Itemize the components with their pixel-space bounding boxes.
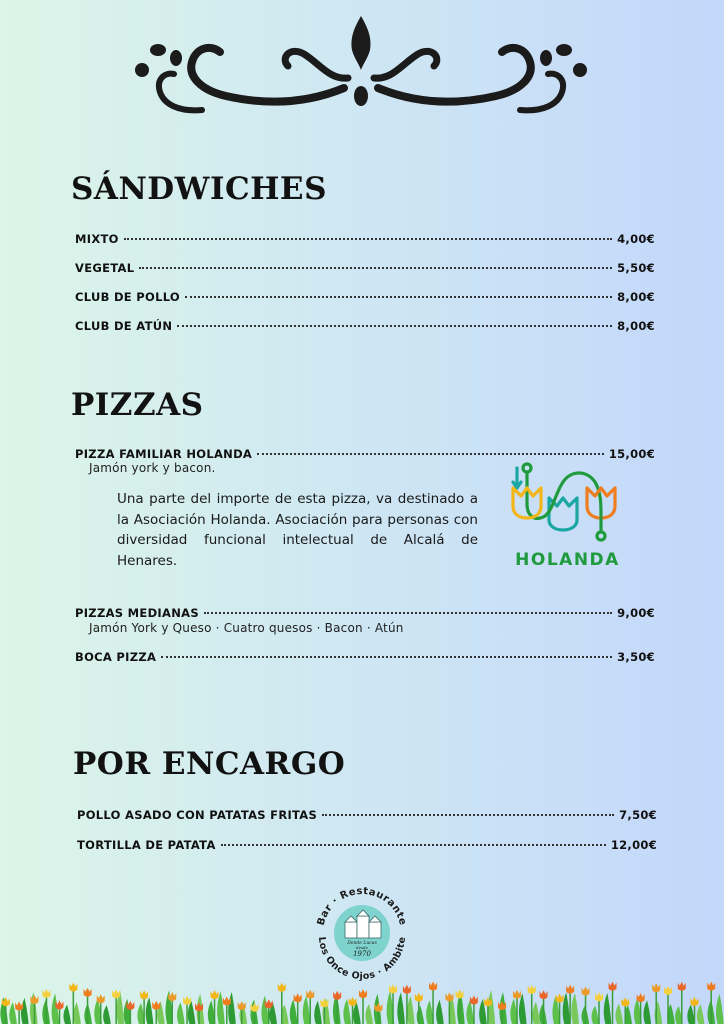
leaf-shape [228, 992, 236, 1024]
tulip-icon [294, 993, 302, 1002]
menu-item-vegetal [75, 261, 655, 275]
item-name: VEGETAL [75, 261, 135, 275]
tulip-icon [223, 996, 231, 1005]
item-price: 15,00€ [608, 447, 655, 461]
tulip-icon [30, 995, 38, 1004]
item-varieties: Jamón York y Queso · Cuatro quesos · Bacon · Atún [89, 621, 404, 635]
leaf-shape [615, 1004, 623, 1024]
leaf-shape [436, 1000, 444, 1024]
tulip-icon [238, 1001, 246, 1010]
tulip-icon [637, 993, 645, 1002]
tulip-icon [621, 997, 629, 1006]
dotted-leader [322, 814, 614, 816]
tulip-icon [306, 990, 314, 999]
menu-item-club-de-atun [75, 319, 655, 333]
tulip-icon [498, 1001, 506, 1010]
menu-item-pizzas-medianas [75, 606, 655, 620]
dotted-leader [257, 453, 604, 455]
tulip-icon [140, 990, 148, 999]
leaf-shape [571, 993, 579, 1024]
leaf-shape [73, 1002, 81, 1024]
tulip-icon [470, 995, 478, 1004]
tulip-icon [42, 989, 50, 998]
tulip-icon [183, 996, 191, 1005]
logo-bottom-text: Los Once Ojos · Ambite [315, 936, 409, 983]
dotted-leader [204, 612, 612, 614]
menu-item-club-de-pollo [75, 290, 655, 304]
tulip-icon [609, 982, 617, 991]
leaf-shape [643, 1000, 651, 1024]
tulip-icon [359, 989, 367, 998]
tulip-icon [415, 993, 423, 1002]
leaf-shape [488, 990, 496, 1024]
tulip-icon [211, 990, 219, 999]
tulip-icon [556, 994, 564, 1003]
dotted-leader [221, 844, 606, 846]
menu-item-mixto [75, 232, 655, 246]
leaf-shape [687, 1005, 695, 1024]
item-price: 5,50€ [617, 261, 655, 275]
item-price: 7,50€ [619, 808, 657, 822]
item-name: CLUB DE POLLO [75, 290, 180, 304]
item-price: 3,50€ [617, 650, 655, 664]
tulip-icon [320, 998, 328, 1007]
section-title-pizzas: PIZZAS [71, 387, 204, 423]
section-title-por-encargo: POR ENCARGO [73, 746, 346, 782]
menu-item-pizza-familiar-holanda [75, 447, 655, 461]
tulip-icon [513, 990, 521, 999]
dotted-leader [185, 296, 612, 298]
item-name: PIZZAS MEDIANAS [75, 606, 199, 620]
item-price: 9,00€ [617, 606, 655, 620]
tulip-icon [664, 986, 672, 995]
tulip-icon [566, 985, 574, 994]
leaf-shape [63, 1005, 71, 1024]
dotted-leader [139, 267, 612, 269]
tulip-icon [2, 997, 10, 1006]
logo-center-line2: desde [356, 945, 368, 950]
tulip-icon [403, 985, 411, 994]
menu-item-boca-pizza [75, 650, 655, 664]
tulip-icon [389, 984, 397, 993]
leaf-shape [417, 1006, 425, 1024]
leaf-shape [592, 1006, 600, 1024]
leaf-shape [290, 999, 298, 1024]
tulip-icon [278, 983, 286, 992]
leaf-shape [532, 1002, 540, 1024]
flower-border-decoration [0, 974, 724, 1024]
item-name: MIXTO [75, 232, 119, 246]
tulip-icon [349, 997, 357, 1006]
tulip-icon [15, 1001, 23, 1010]
item-price: 12,00€ [610, 838, 657, 852]
restaurant-logo [309, 880, 415, 986]
tulip-icon [333, 991, 341, 1000]
leaf-shape [303, 996, 311, 1024]
leaf-shape [697, 1004, 705, 1024]
tulip-icon [582, 987, 590, 996]
tulip-icon [429, 981, 437, 990]
leaf-shape [177, 1002, 185, 1024]
tulip-icon [251, 1003, 259, 1012]
tulip-icon [445, 992, 453, 1001]
item-name: BOCA PIZZA [75, 650, 157, 664]
tulip-icon [69, 983, 77, 992]
logo-center-year: 1970 [353, 950, 371, 958]
item-price: 8,00€ [617, 319, 655, 333]
tulip-icon [540, 990, 548, 999]
item-name: PIZZA FAMILIAR HOLANDA [75, 447, 253, 461]
leaf-shape [397, 992, 405, 1024]
tulip-icon [678, 982, 686, 991]
tulip-icon [528, 985, 536, 994]
tulip-icon [456, 990, 464, 999]
leaf-shape [716, 994, 724, 1024]
tulip-icon [652, 983, 660, 992]
item-price: 4,00€ [617, 232, 655, 246]
charity-description: Una parte del importe de esta pizza, va destinado a la Asociación Holanda. Asociación para personas con diversidad funcional intelectual de Alcalá de Henares. [117, 491, 478, 569]
item-ingredients: Jamón york y bacon. [89, 461, 216, 475]
leaf-shape [261, 996, 269, 1024]
dotted-leader [124, 238, 612, 240]
tulip-icon [97, 994, 105, 1003]
leaf-shape [563, 992, 571, 1024]
holanda-logo-text: HOLANDA [515, 550, 620, 570]
leaf-shape [103, 1005, 111, 1024]
tulip-icon [112, 989, 120, 998]
menu-item-tortilla-de-patata [77, 838, 657, 852]
leaf-shape [21, 998, 29, 1024]
leaf-shape [146, 997, 154, 1024]
tulip-icon [707, 982, 715, 991]
ornament-header-icon [130, 14, 592, 114]
logo-center-line1: Donde Lucas [347, 941, 377, 946]
tulip-icon [691, 997, 699, 1006]
leaf-shape [365, 1004, 373, 1024]
item-name: TORTILLA DE PATATA [77, 838, 216, 852]
leaf-shape [407, 996, 415, 1024]
item-price: 8,00€ [617, 290, 655, 304]
item-name: POLLO ASADO CON PATATAS FRITAS [77, 808, 318, 822]
logo-top-text: Bar · Restaurante [315, 885, 409, 927]
dotted-leader [161, 656, 612, 658]
tulip-icon [152, 1001, 160, 1010]
tulip-icon [84, 988, 92, 997]
menu-item-pollo-asado [77, 808, 657, 822]
tulip-icon [595, 992, 603, 1001]
section-title-sandwiches: SÁNDWICHES [71, 171, 327, 207]
dotted-leader [177, 325, 612, 327]
leaf-shape [604, 993, 612, 1024]
leaf-shape [519, 993, 527, 1024]
item-name: CLUB DE ATÚN [75, 319, 173, 333]
tulip-icon [56, 1000, 64, 1009]
